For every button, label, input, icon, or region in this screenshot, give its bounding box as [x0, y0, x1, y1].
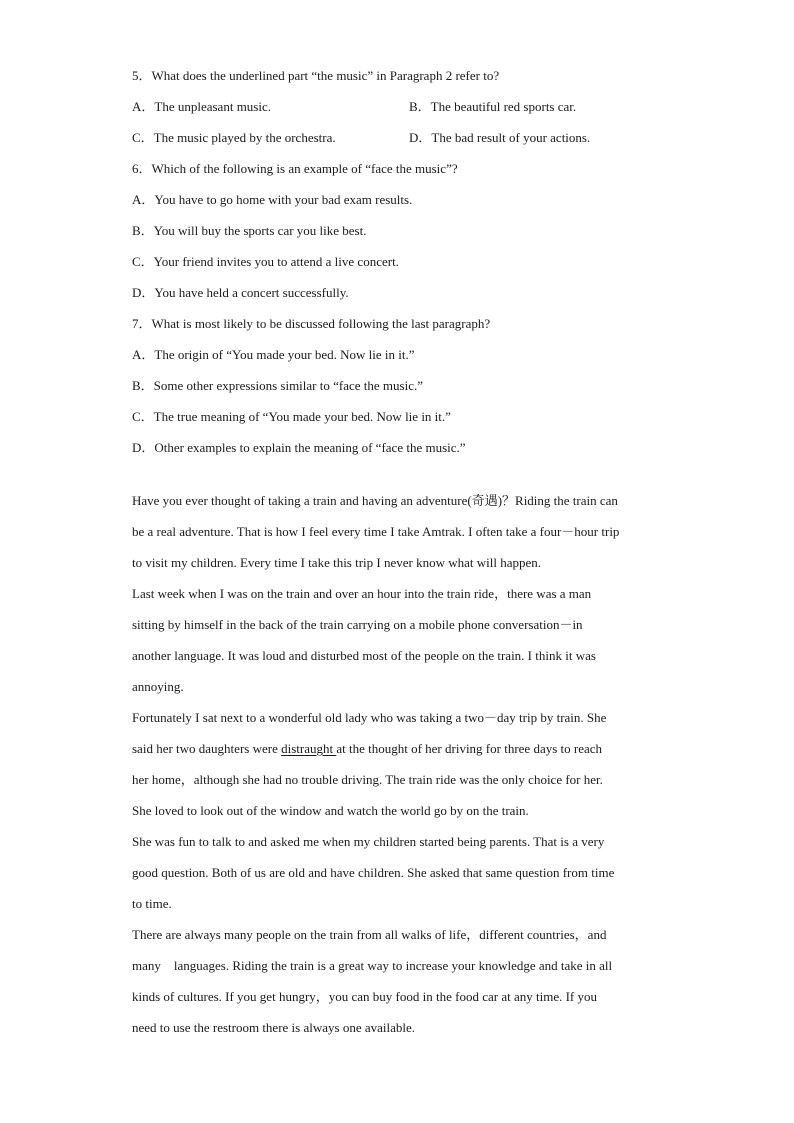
passage-paragraph-3	[132, 706, 672, 830]
paragraph-line: Have you ever thought of taking a train and having an adventure(奇遇)？Riding the train can	[132, 493, 618, 508]
line-text-after: at the thought of her driving for three days to reach	[336, 741, 603, 756]
paragraph-line: She loved to look out of the window and watch the world go by on the train.	[132, 803, 529, 818]
paragraph-line: her home，although she had no trouble driving. The train ride was the only choice for her.	[132, 772, 603, 787]
passage-paragraph-1	[132, 489, 672, 582]
paragraph-line: She was fun to talk to and asked me when my children started being parents. That is a very	[132, 834, 605, 849]
q6-stem: 6．Which of the following is an example of “face the music”?	[132, 161, 458, 176]
q5-options-row-1	[132, 95, 672, 126]
paragraph-line: kinds of cultures. If you get hungry，you can buy food in the food car at any time. If you	[132, 989, 597, 1004]
q5-option-a: A．The unpleasant music.	[132, 99, 271, 114]
paragraph-line: Fortunately I sat next to a wonderful old lady who was taking a two－day trip by train. She	[132, 710, 607, 725]
passage-paragraph-4	[132, 830, 672, 923]
paragraph-line: be a real adventure. That is how I feel every time I take Amtrak. I often take a four－hour trip	[132, 524, 620, 539]
paragraph-line: many languages. Riding the train is a great way to increase your knowledge and take in all	[132, 958, 613, 973]
section-gap	[132, 467, 672, 489]
q5-options-row-2	[132, 126, 672, 157]
paragraph-line: need to use the restroom there is always one available.	[132, 1020, 416, 1035]
q6-option-c: C．Your friend invites you to attend a live concert.	[132, 254, 399, 269]
q7-option-b: B．Some other expressions similar to “face the music.”	[132, 378, 423, 393]
q6-option-b: B．You will buy the sports car you like best.	[132, 223, 367, 238]
q6-option-d: D．You have held a concert successfully.	[132, 285, 349, 300]
paragraph-line: sitting by himself in the back of the train carrying on a mobile phone conversation－in	[132, 617, 583, 632]
paragraph-line: to time.	[132, 896, 172, 911]
q7-option-d: D．Other examples to explain the meaning of “face the music.”	[132, 440, 466, 455]
paragraph-line: to visit my children. Every time I take this trip I never know what will happen.	[132, 555, 542, 570]
q5-option-c: C．The music played by the orchestra.	[132, 130, 336, 145]
q5-option-d: D．The bad result of your actions.	[409, 130, 591, 145]
paragraph-line: There are always many people on the train from all walks of life，different countries，and	[132, 927, 607, 942]
paragraph-line: another language. It was loud and disturbed most of the people on the train. I think it was	[132, 648, 596, 663]
q5-stem: 5．What does the underlined part “the music” in Paragraph 2 refer to?	[132, 68, 500, 83]
q7-option-c: C．The true meaning of “You made your bed. Now lie in it.”	[132, 409, 451, 424]
line-text-before: said her two daughters were	[132, 741, 282, 756]
paragraph-line-with-underline	[132, 737, 672, 768]
paragraph-line: Last week when I was on the train and over an hour into the train ride，there was a man	[132, 586, 592, 601]
document-page	[132, 64, 672, 1047]
q5-option-b: B．The beautiful red sports car.	[409, 99, 577, 114]
q7-option-a: A．The origin of “You made your bed. Now lie in it.”	[132, 347, 415, 362]
q7-stem: 7．What is most likely to be discussed following the last paragraph?	[132, 316, 491, 331]
passage-paragraph-5	[132, 923, 672, 1047]
paragraph-line: annoying.	[132, 679, 184, 694]
passage-paragraph-2	[132, 582, 672, 706]
paragraph-line: good question. Both of us are old and have children. She asked that same question from time	[132, 865, 615, 880]
q6-option-a: A．You have to go home with your bad exam results.	[132, 192, 413, 207]
underlined-word-distraught: distraught	[281, 741, 337, 756]
